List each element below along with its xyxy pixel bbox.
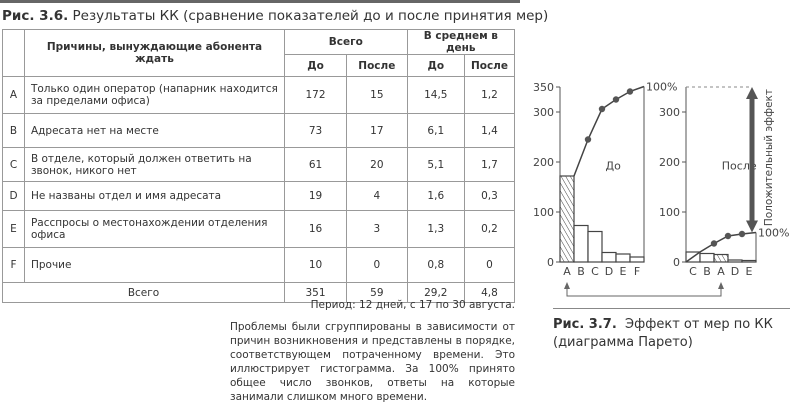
link-line — [567, 286, 721, 296]
before-cumulative-point — [585, 136, 591, 142]
cell-total-after: 3 — [347, 211, 408, 248]
link-arrow-left — [564, 282, 570, 289]
before-label: До — [605, 159, 621, 173]
cell-day-after: 0,2 — [464, 211, 514, 248]
before-bar-F — [630, 257, 644, 262]
cell-total-after: 15 — [347, 77, 408, 114]
after-tick-label: 100 — [659, 206, 680, 219]
before-bar-A — [560, 176, 574, 262]
cell-id: B — [3, 114, 25, 148]
cell-total-before: 61 — [285, 148, 347, 182]
after-bar-D — [728, 260, 742, 262]
cell-total-before: 10 — [285, 248, 347, 283]
period-note: Период: 12 дней, с 17 по 30 августа. — [310, 299, 515, 311]
header-per-day: В среднем в день — [407, 30, 514, 55]
before-bar-D — [602, 253, 616, 263]
before-cumulative-point — [627, 88, 633, 94]
before-tick-label: 100 — [533, 206, 554, 219]
before-category-label: A — [563, 265, 571, 278]
cell-id: E — [3, 211, 25, 248]
cell-day-before: 1,6 — [407, 182, 464, 211]
figure-title: Результаты КК (сравнение показателей до и после принятия мер) — [72, 8, 549, 24]
cell-day-after: 0 — [464, 248, 514, 283]
cell-day-after: 1,7 — [464, 148, 514, 182]
before-bar-B — [574, 226, 588, 263]
cell-day-after: 0,3 — [464, 182, 514, 211]
header-day-before: До — [407, 55, 464, 77]
cell-id: F — [3, 248, 25, 283]
cell-total-before: 73 — [285, 114, 347, 148]
table-row — [3, 114, 515, 148]
cell-reason: Прочие — [24, 248, 284, 283]
effect-arrow-down — [746, 221, 758, 233]
after-cumulative-point — [725, 233, 731, 239]
effect-label: Положительный эффект — [763, 89, 775, 227]
header-total-after: После — [347, 55, 408, 77]
results-table — [2, 29, 515, 303]
cell-id: C — [3, 148, 25, 182]
after-cumulative-point — [739, 231, 745, 237]
cell-total-after: 20 — [347, 148, 408, 182]
after-bar-A — [714, 255, 728, 263]
after-tick-label: 300 — [659, 106, 680, 119]
after-percent-label: 100% — [758, 226, 790, 240]
after-label: После — [721, 159, 757, 173]
table-title — [2, 8, 548, 24]
after-category-label: E — [745, 265, 753, 278]
after-category-label: C — [689, 265, 697, 278]
table-row — [3, 148, 515, 182]
before-percent-label: 100% — [646, 80, 678, 94]
after-bar-E — [742, 261, 756, 263]
cell-reason: Не названы отдел и имя адресата — [24, 182, 284, 211]
cell-total-before: 19 — [285, 182, 347, 211]
cell-total-before: 172 — [285, 77, 347, 114]
table-row — [3, 77, 515, 114]
table-row — [3, 211, 515, 248]
before-category-label: F — [633, 265, 641, 278]
description-paragraph: Проблемы были сгруппированы в зависимости от причин возникновения и представлены в порядке, соответствующем потраченному времени. Это иллюстрирует гистограмма. За 100% принято общее число звонков, ответы на которые занимали слишком много времени. — [230, 321, 515, 403]
cell-id: D — [3, 182, 25, 211]
table-row — [3, 182, 515, 211]
cell-reason: Только один оператор (напарник находится за пределами офиса) — [24, 77, 284, 114]
cell-total-before: 16 — [285, 211, 347, 248]
after-tick-label: 200 — [659, 156, 680, 169]
header-total-before: До — [285, 55, 347, 77]
table-row — [3, 248, 515, 283]
after-category-label: D — [730, 265, 740, 278]
cell-day-after: 1,4 — [464, 114, 514, 148]
cell-day-after: 1,2 — [464, 77, 514, 114]
before-tick-label: 0 — [547, 256, 554, 269]
cell-day-before: 14,5 — [407, 77, 464, 114]
before-cumulative-point — [599, 106, 605, 112]
link-arrow-right — [718, 282, 724, 289]
before-bar-C — [588, 232, 602, 263]
cell-total-after: 0 — [347, 248, 408, 283]
before-category-label: D — [604, 265, 614, 278]
before-bar-E — [616, 254, 630, 262]
header-day-after: После — [464, 55, 514, 77]
cell-total-after: 4 — [347, 182, 408, 211]
caption-rule — [553, 308, 790, 309]
cell-day-before: 5,1 — [407, 148, 464, 182]
header-reason: Причины, вынуждающие абонента ждать — [24, 30, 284, 77]
before-category-label: E — [619, 265, 627, 278]
total-row: Всего 351 59 29,2 4,8 — [3, 283, 515, 303]
before-tick-label: 350 — [533, 81, 554, 94]
cell-id: A — [3, 77, 25, 114]
effect-arrow-up — [746, 87, 758, 99]
cell-total-after: 17 — [347, 114, 408, 148]
figure-label: Рис. 3.6. — [2, 8, 69, 24]
before-category-label: C — [591, 265, 599, 278]
cell-reason: В отделе, который должен ответить на звонок, никого нет — [24, 148, 284, 182]
chart-caption: Рис. 3.7. Эффект от мер по КК (диаграмма Парето) — [553, 317, 773, 350]
before-category-label: B — [577, 265, 585, 278]
cell-reason: Расспросы о местонахождении отделения офиса — [24, 211, 284, 248]
top-rule — [0, 0, 520, 3]
after-category-label: A — [717, 265, 725, 278]
after-category-label: B — [703, 265, 711, 278]
cell-reason: Адресата нет на месте — [24, 114, 284, 148]
after-cumulative-point — [711, 240, 717, 246]
cell-day-before: 1,3 — [407, 211, 464, 248]
before-tick-label: 200 — [533, 156, 554, 169]
header-total: Всего — [285, 30, 408, 55]
before-tick-label: 300 — [533, 106, 554, 119]
cell-day-before: 0,8 — [407, 248, 464, 283]
before-cumulative-point — [613, 96, 619, 102]
after-bar-B — [700, 254, 714, 263]
pareto-chart — [530, 75, 790, 305]
after-tick-label: 0 — [673, 256, 680, 269]
cell-day-before: 6,1 — [407, 114, 464, 148]
